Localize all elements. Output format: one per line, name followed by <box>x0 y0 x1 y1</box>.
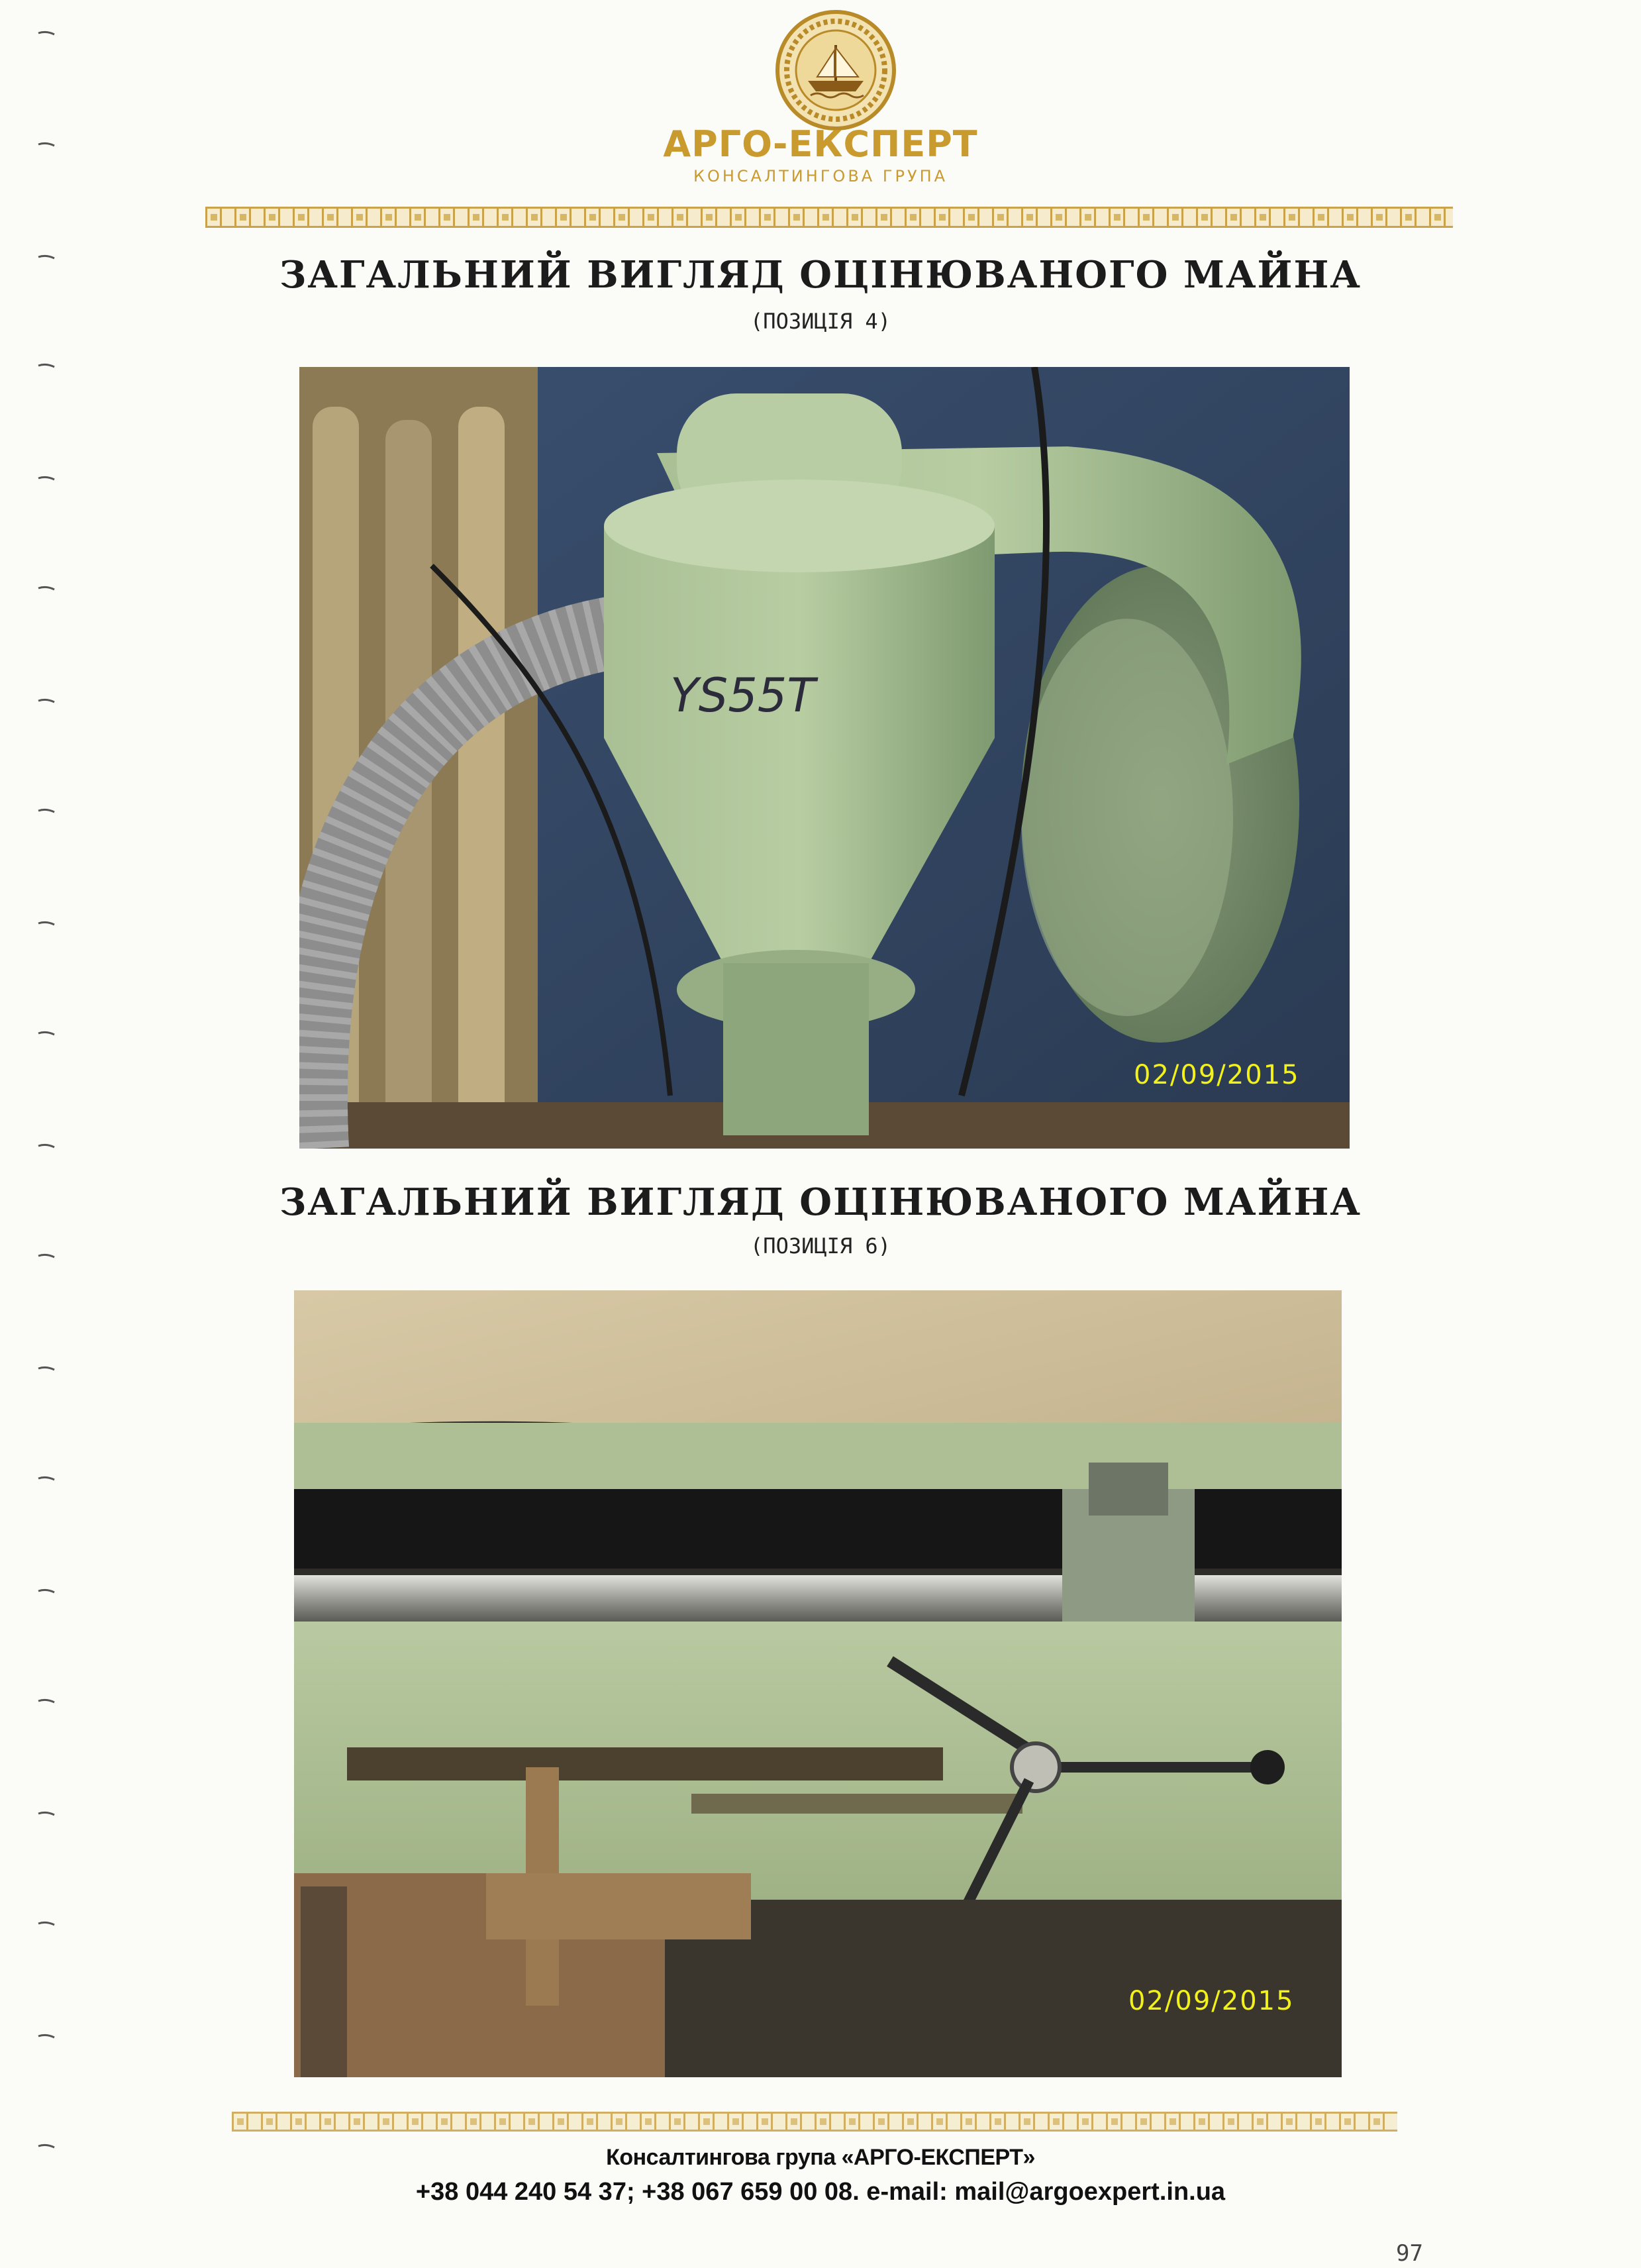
binding-marks <box>0 0 73 2268</box>
greek-key-border-bottom <box>232 2112 1397 2132</box>
photo-position-6 <box>294 1290 1342 2077</box>
svg-text:YS55T: YS55T <box>670 668 816 723</box>
footer-company-name: Консалтингова група «АРГО-ЕКСПЕРТ» <box>606 2145 1035 2170</box>
photo-position-4 <box>299 367 1350 1149</box>
section-2-title: ЗАГАЛЬНИЙ ВИГЛЯД ОЦІНЮВАНОГО МАЙНА <box>279 1180 1362 1224</box>
brand-logo <box>773 8 898 132</box>
section-1-subtitle: (ПОЗИЦІЯ 4) <box>750 309 891 334</box>
brand-name: АРГО-ЕКСПЕРТ <box>663 123 978 165</box>
brand-subtitle: КОНСАЛТИНГОВА ГРУПА <box>693 167 948 185</box>
page-number: 97 <box>1396 2240 1423 2267</box>
greek-key-border-top <box>205 207 1453 228</box>
photo-1-date-stamp: 02/09/2015 <box>1134 1060 1300 1090</box>
section-2-subtitle: (ПОЗИЦІЯ 6) <box>750 1233 891 1259</box>
photo-2-date-stamp: 02/09/2015 <box>1128 1986 1295 2016</box>
section-1-title: ЗАГАЛЬНИЙ ВИГЛЯД ОЦІНЮВАНОГО МАЙНА <box>279 253 1362 297</box>
footer-contacts: +38 044 240 54 37; +38 067 659 00 08. e-mail: mail@argoexpert.in.ua <box>415 2178 1226 2206</box>
